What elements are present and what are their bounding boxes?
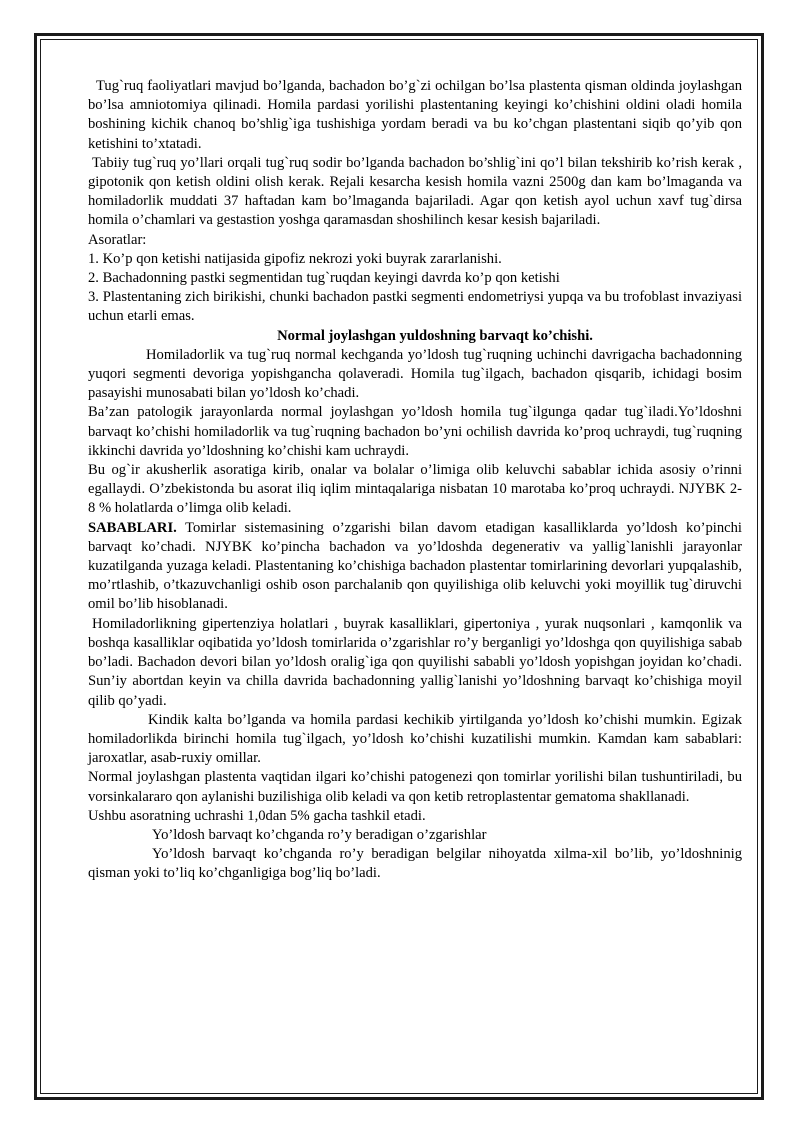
document-body (88, 77, 742, 884)
complication-item-2: 2. Bachadonning pastki segmentidan tug`ruqdan keyingi davrda ko’p qon ketishi (88, 270, 560, 287)
section-heading: Normal joylashgan yuldoshning barvaqt ko’chishi. (277, 327, 593, 344)
paragraph-amniotomy: Tug`ruq faoliyatlari mavjud bo’lganda, bachadon bo’g`zi ochilgan bo’lsa plastenta qisman oldinda joylashgan bo’lsa amniotomiya qilinadi. Homila pardasi yorilishi plastentaning keyingi ko’chishini oldini oladi homila boshining kichik chanoq bo’shlig`iga tushishiga yordam beradi va bu ko’chgan plastentani siqib qo’yib qon ketishini to’xtatadi. (88, 78, 742, 152)
paragraph-incidence: Ushbu asoratning uchrashi 1,0dan 5% gacha tashkil etadi. (88, 807, 426, 824)
complication-item-3: 3. Plastentaning zich birikishi, chunki bachadon pastki segmenti endometriysi yupqa va bu trofoblast invaziyasi uchun etarli emas. (88, 289, 742, 325)
paragraph-causes (88, 519, 742, 615)
subheading-changes: Yo’ldosh barvaqt ko’chganda ro’y beradigan o’zgarishlar (152, 826, 487, 843)
paragraph-normal-course: Homiladorlik va tug`ruq normal kechganda yo’ldosh tug`ruqning uchinchi davrigacha bachadonning yuqori segmenti devoriga yopishgancha qolaveradi. Homila tug`ilgach, bachadon qisqarib, ichidagi bosim pasayishi munosabati bilan yo’ldosh ko’chadi. (88, 346, 742, 402)
paragraph-signs: Yo’ldosh barvaqt ko’chganda ro’y beradigan belgilar nihoyatda xilma-xil bo’lib, yo’ldoshninig qisman yoki to’liq ko’chganligiga bog’liq bo’ladi. (88, 846, 742, 882)
causes-text: Tomirlar sistemasining o’zgarishi bilan davom etadigan kasalliklarda yo’ldosh ko’pinchi barvaqt ko’chadi. NJYBK ko’pincha bachadon va yo’ldoshda degenerativ va yallig`lanishli jarayonlar kuzatilganda yuzaga keladi. Plastentaning ko’chishiga bachadon plastentar tomirlarining devorlari yupqalashib, mo’rtlashib, o’tkazuvchanligi oshib oson parchalanib qon quyilishiga olib keluvchi yoki moyillik tug`diruvchi omil bo’lib hisoblanadi. (88, 519, 742, 613)
paragraph-mortality: Bu og`ir akusherlik asoratiga kirib, onalar va bolalar o’limiga olib keluvchi sabablar ichida asosiy o’rinni egallaydi. O’zbekistonda bu asorat iliq iqlim mintaqalariga nisbatan 10 marotaba ko’proq uchraydi. NJYBK 2-8 % holatlarda o’limga olib keladi. (88, 462, 742, 517)
paragraph-pathogenesis: Normal joylashgan plastenta vaqtidan ilgari ko’chishi patogenezi qon tomirlar yorilishi bilan tushuntiriladi, bu vorsinkalararo qon aylanishi buzilishiga olib keladi va qon ketib retroplastentar gematoma shakllanadi. (88, 769, 742, 805)
complications-heading: Asoratlar: (88, 231, 147, 248)
complication-item-1: 1. Ko’p qon ketishi natijasida gipofiz nekrozi yoki buyrak zararlanishi. (88, 250, 502, 267)
paragraph-hypertension: Homiladorlikning gipertenziya holatlari , buyrak kasalliklari, gipertoniya , yurak nuqsonlari , kamqonlik va boshqa kasalliklar oqibatida yo’ldosh tomirlarida o’zgarishlar ro’y berganligi yo’ldoshga qon quyilishiga sabab bo’ladi. Bachadon devori bilan yo’ldosh oralig`iga qon quyilishi sababli yo’ldosh yopishgan joyidan ko’chadi. Sun’iy abortdan keyin va chilla davrida bachadonning yallig`lanishi yo’ldoshning barvaqt ko’chishiga moyil qilib qo’yadi. (88, 615, 742, 709)
paragraph-natural-delivery: Tabiiy tug`ruq yo’llari orqali tug`ruq sodir bo’lganda bachadon bo’shlig`ini qo’l bilan tekshirib ko’rish kerak , gipotonik qon ketish oldini olish kerak. Rejali kesarcha kesish homila vazni 2500g dan kam bo’lmaganda va homiladorlik muddati 37 haftadan kam bo’lmaganda bajariladi. Agar qon ketish ayol uchun xavf tug`dirsa homila o’chamlari va gestastion yoshga qaramasdan shoshilinch kesar kesish bajariladi. (88, 154, 742, 229)
causes-lead: SABABLARI. (88, 519, 177, 536)
paragraph-pathology: Ba’zan patologik jarayonlarda normal joylashgan yo’ldosh homila tug`ilgunga qadar tug`iladi.Yo’ldoshni barvaqt ko’chishi homiladorlik va tug`ruqning bachadon bo’yni ochilish davrida ko’proq uchraydi, tug`ruqning ikkinchi davrida yo’ldoshning ko’chishi kam uchraydi. (88, 404, 742, 459)
paragraph-umbilical: Kindik kalta bo’lganda va homila pardasi kechikib yirtilganda yo’ldosh ko’chishi mumkin. Egizak homiladorlikda birinchi homila tug`ilgach, yo’ldosh ko’chishi kuzatilishi mumkin. Kamdan kam sabablari: jaroxatlar, asab-ruxiy omillar. (88, 711, 742, 767)
